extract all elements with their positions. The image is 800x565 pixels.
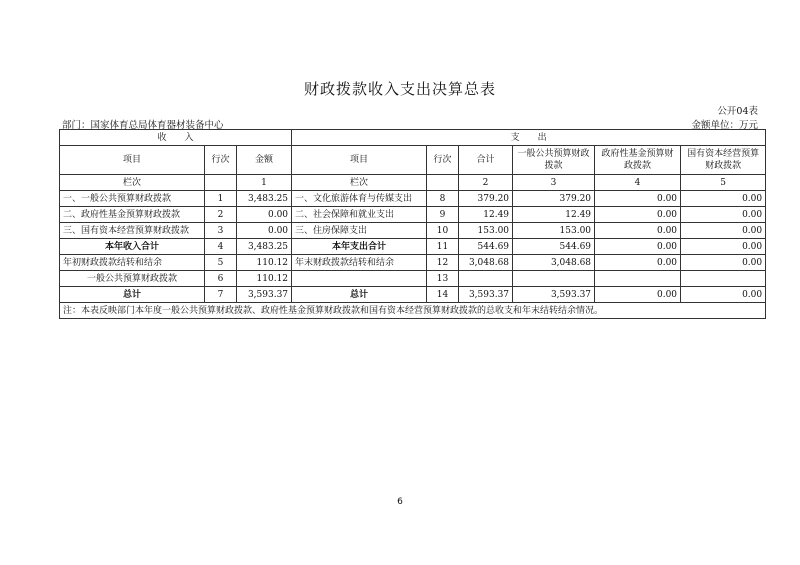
gov-fund-cell: 0.00 <box>595 223 681 239</box>
income-item-cell: 总计 <box>60 287 205 303</box>
group-header-row <box>60 130 766 146</box>
expense-item-cell: 三、住房保障支出 <box>292 223 427 239</box>
gov-fund-cell <box>595 271 681 287</box>
income-amount-cell: 110.12 <box>237 271 292 287</box>
expense-total-cell: 379.20 <box>459 191 513 207</box>
column-header: 一般公共预算财政拨款 <box>513 146 595 175</box>
department-label: 部门：国家体育总局体育器材装备中心 <box>62 120 224 131</box>
general-budget-cell: 153.00 <box>513 223 595 239</box>
expense-item-cell: 本年支出合计 <box>292 239 427 255</box>
income-line-cell: 2 <box>205 207 237 223</box>
amount-unit-label: 金额单位：万元 <box>691 120 758 131</box>
gov-fund-cell: 0.00 <box>595 239 681 255</box>
form-number: 公开04表 <box>717 106 758 117</box>
gov-fund-cell: 0.00 <box>595 255 681 271</box>
note-row <box>60 303 766 319</box>
column-header: 行次 <box>427 146 459 175</box>
page-number: 6 <box>397 497 403 507</box>
expense-total-cell <box>459 271 513 287</box>
general-budget-cell: 544.69 <box>513 239 595 255</box>
column-index-cell <box>427 175 459 191</box>
table-row <box>60 191 766 207</box>
column-header-row <box>60 146 766 175</box>
expense-line-cell: 11 <box>427 239 459 255</box>
general-budget-cell <box>513 271 595 287</box>
income-line-cell: 3 <box>205 223 237 239</box>
column-index-cell: 栏次 <box>60 175 205 191</box>
expense-line-cell: 9 <box>427 207 459 223</box>
column-header: 国有资本经营预算财政拨款 <box>681 146 766 175</box>
expense-line-cell: 12 <box>427 255 459 271</box>
state-capital-cell: 0.00 <box>681 287 766 303</box>
general-budget-cell: 3,048.68 <box>513 255 595 271</box>
state-capital-cell: 0.00 <box>681 207 766 223</box>
expense-total-cell: 153.00 <box>459 223 513 239</box>
income-item-cell: 一、一般公共预算财政拨款 <box>60 191 205 207</box>
income-item-cell: 本年收入合计 <box>60 239 205 255</box>
column-header: 合计 <box>459 146 513 175</box>
column-header: 行次 <box>205 146 237 175</box>
income-line-cell: 7 <box>205 287 237 303</box>
column-header: 政府性基金预算财政拨款 <box>595 146 681 175</box>
page-title: 财政拨款收入支出决算总表 <box>303 80 496 98</box>
expense-item-cell: 一、文化旅游体育与传媒支出 <box>292 191 427 207</box>
table-row <box>60 223 766 239</box>
income-amount-cell: 3,483.25 <box>237 191 292 207</box>
income-line-cell: 6 <box>205 271 237 287</box>
column-index-cell: 栏次 <box>292 175 427 191</box>
income-line-cell: 4 <box>205 239 237 255</box>
expense-total-cell: 3,593.37 <box>459 287 513 303</box>
expense-item-cell: 总计 <box>292 287 427 303</box>
table-footnote: 注：本表反映部门本年度一般公共预算财政拨款、政府性基金预算财政拨款和国有资本经营预算财政拨款的总收支和年末结转结余情况。 <box>60 303 766 319</box>
general-budget-cell: 12.49 <box>513 207 595 223</box>
state-capital-cell: 0.00 <box>681 223 766 239</box>
expense-item-cell: 二、社会保障和就业支出 <box>292 207 427 223</box>
income-line-cell: 5 <box>205 255 237 271</box>
expense-line-cell: 8 <box>427 191 459 207</box>
total-row <box>60 287 766 303</box>
expense-group-header: 支 出 <box>292 130 766 146</box>
expense-line-cell: 10 <box>427 223 459 239</box>
general-budget-cell: 379.20 <box>513 191 595 207</box>
expense-total-cell: 544.69 <box>459 239 513 255</box>
subtotal-row <box>60 239 766 255</box>
column-index-cell: 1 <box>237 175 292 191</box>
state-capital-cell: 0.00 <box>681 255 766 271</box>
income-group-header: 收 入 <box>60 130 292 146</box>
expense-total-cell: 3,048.68 <box>459 255 513 271</box>
table-row <box>60 255 766 271</box>
column-index-cell: 2 <box>459 175 513 191</box>
column-index-cell: 3 <box>513 175 595 191</box>
income-amount-cell: 0.00 <box>237 223 292 239</box>
column-header: 项目 <box>60 146 205 175</box>
fiscal-summary-table <box>59 129 766 319</box>
state-capital-cell: 0.00 <box>681 239 766 255</box>
income-item-cell: 三、国有资本经营预算财政拨款 <box>60 223 205 239</box>
column-index-cell: 4 <box>595 175 681 191</box>
column-index-cell <box>205 175 237 191</box>
column-header: 项目 <box>292 146 427 175</box>
column-index-cell: 5 <box>681 175 766 191</box>
expense-total-cell: 12.49 <box>459 207 513 223</box>
gov-fund-cell: 0.00 <box>595 287 681 303</box>
general-budget-cell: 3,593.37 <box>513 287 595 303</box>
income-amount-cell: 3,593.37 <box>237 287 292 303</box>
income-item-cell: 二、政府性基金预算财政拨款 <box>60 207 205 223</box>
income-item-cell: 年初财政拨款结转和结余 <box>60 255 205 271</box>
state-capital-cell: 0.00 <box>681 191 766 207</box>
expense-line-cell: 14 <box>427 287 459 303</box>
income-amount-cell: 3,483.25 <box>237 239 292 255</box>
income-amount-cell: 0.00 <box>237 207 292 223</box>
expense-item-cell <box>292 271 427 287</box>
gov-fund-cell: 0.00 <box>595 191 681 207</box>
column-index-row <box>60 175 766 191</box>
expense-line-cell: 13 <box>427 271 459 287</box>
expense-item-cell: 年末财政拨款结转和结余 <box>292 255 427 271</box>
income-item-cell: 一般公共预算财政拨款 <box>60 271 205 287</box>
income-line-cell: 1 <box>205 191 237 207</box>
table-row <box>60 207 766 223</box>
table-row <box>60 271 766 287</box>
gov-fund-cell: 0.00 <box>595 207 681 223</box>
income-amount-cell: 110.12 <box>237 255 292 271</box>
state-capital-cell <box>681 271 766 287</box>
column-header: 金额 <box>237 146 292 175</box>
